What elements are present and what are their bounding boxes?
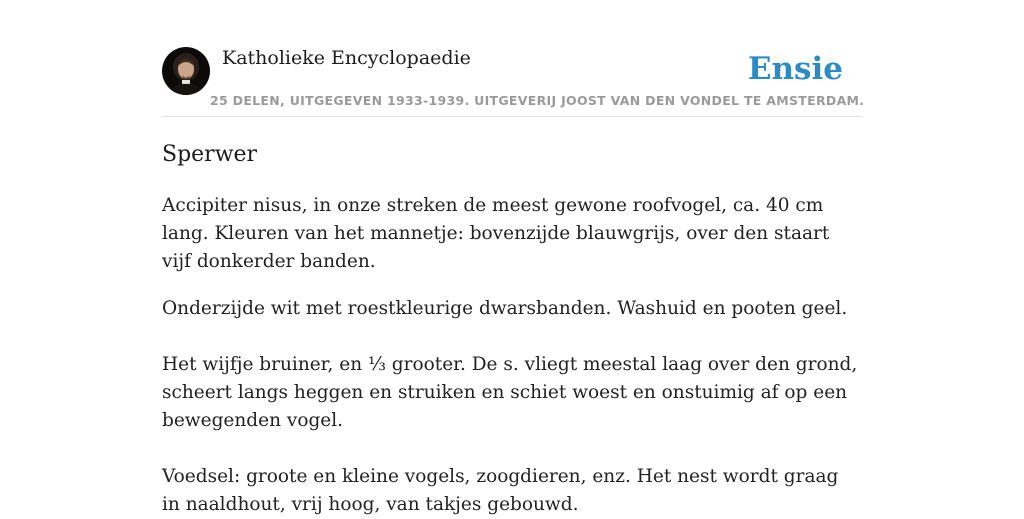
- ensie-logo-link[interactable]: Ensie: [747, 51, 843, 87]
- article-paragraph: Onderzijde wit met roestkleurige dwarsbanden. Washuid en pooten geel.: [162, 298, 848, 319]
- article: [162, 139, 862, 519]
- article-paragraph: Voedsel: groote en kleine vogels, zoogdieren, enz. Het nest wordt graag in naaldhout, vrij hoog, van takjes gebouwd.: [162, 466, 839, 515]
- source-header: [162, 40, 865, 117]
- source-meta: 25 DELEN, UITGEGEVEN 1933-1939. UITGEVERIJ JOOST VAN DEN VONDEL TE AMSTERDAM.: [210, 93, 865, 108]
- article-title: Sperwer: [162, 142, 258, 167]
- article-paragraph: Het wijfje bruiner, en ⅓ grooter. De s. vliegt meestal laag over den grond, scheert langs heggen en struiken en schiet woest en onstuimig af op een bewegenden vogel.: [162, 354, 858, 431]
- portrait-avatar-icon: [162, 47, 210, 95]
- source-avatar[interactable]: [162, 47, 210, 95]
- source-title[interactable]: Katholieke Encyclopaedie: [222, 47, 471, 69]
- article-paragraph: Accipiter nisus, in onze streken de meest gewone roofvogel, ca. 40 cm lang. Kleuren van het mannetje: bovenzijde blauwgrijs, over den staart vijf donkerder banden.: [162, 195, 830, 272]
